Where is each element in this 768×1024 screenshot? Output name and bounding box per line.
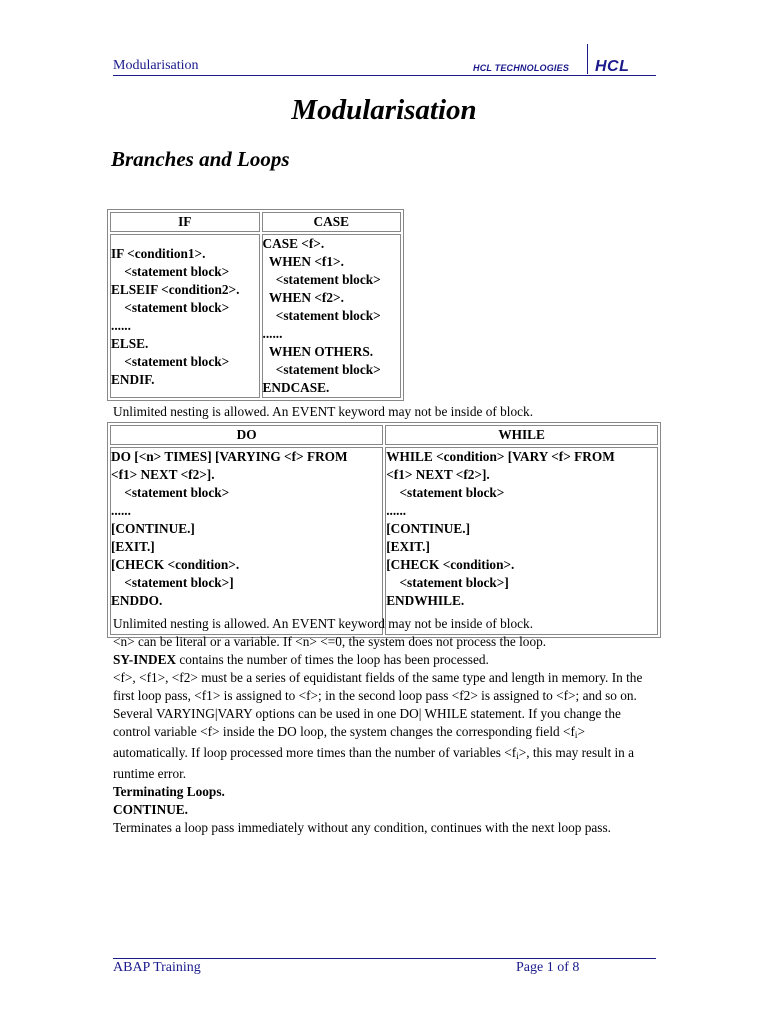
code-line: <statement block> [111,485,230,500]
body-text [113,615,658,837]
varying-text-c: >, this may result in a runtime error. [113,745,635,781]
do-syntax-cell [110,447,383,635]
code-line: ELSE. [111,336,149,351]
page-footer [113,958,656,978]
header-title: Modularisation [113,58,199,73]
code-line: <statement block> [111,300,230,315]
do-header: DO [110,425,383,445]
code-line: <f1> NEXT <f2>]. [386,467,490,482]
varying-paragraph [113,669,658,783]
code-line: [CHECK <condition>. [386,557,515,572]
code-line: ELSEIF <condition2>. [111,282,240,297]
nesting-note: Unlimited nesting is allowed. An EVENT keyword may not be inside of block. [113,404,534,419]
continue-text: Terminates a loop pass immediately without any condition, continues with the next loop pass. [113,820,611,835]
page-title: Modularisation [291,94,477,126]
code-line: <f1> NEXT <f2>]. [111,467,215,482]
code-line: <statement block> [262,272,381,287]
code-line: <statement block> [262,308,381,323]
code-line: ...... [262,326,283,341]
page-number: Page 1 of 8 [516,960,580,975]
section-title: Branches and Loops [111,147,290,171]
code-line: <statement block> [111,264,230,279]
code-line: [CONTINUE.] [111,521,195,536]
code-line: WHEN OTHERS. [262,344,374,359]
subscript-i: i [574,730,578,740]
if-case-table [107,209,404,401]
code-line: DO [<n> TIMES] [VARYING <f> FROM [111,449,348,464]
while-header: WHILE [385,425,658,445]
code-line: [EXIT.] [111,539,155,554]
header-rule [113,75,656,76]
code-line: WHEN <f2>. [262,290,344,305]
sy-index-paragraph [113,651,658,669]
code-line: <statement block> [111,354,230,369]
page-header [113,56,656,76]
n-literal-note: <n> can be literal or a variable. If <n> <=0, the system does not process the loop. [113,634,547,649]
code-line: [CHECK <condition>. [111,557,240,572]
code-line: <statement block>] [386,575,509,590]
code-line: ...... [386,503,407,518]
code-line: WHEN <f1>. [262,254,344,269]
varying-text-a: <f>, <f1>, <f2> must be a series of equidistant fields of the same type and length in memory. In the first loop pass, <f1> is assigned to <f>; in the second loop pass <f2> is assigned to <f>; and so on. Several VARYING|VARY options can be used in one DO| WHILE statement. If you change the control variable <f> inside the DO loop, the system changes the corresponding field <f [113,670,643,739]
footer-course: ABAP Training [113,960,201,975]
nesting-note-2: Unlimited nesting is allowed. An EVENT keyword may not be inside of block. [113,616,534,631]
code-line: <statement block>] [111,575,234,590]
code-line: ENDDO. [111,593,163,608]
code-line: IF <condition1>. [111,246,206,261]
varying-text-b: > automatically. If loop processed more times than the number of variables <f [113,724,585,760]
code-line: ENDIF. [111,372,155,387]
subscript-i: i [516,751,519,761]
sy-index-text: contains the number of times the loop has been processed. [176,652,489,667]
code-line: [CONTINUE.] [386,521,471,536]
company-logo-text: HCL TECHNOLOGIES [473,63,570,73]
case-syntax-cell [262,234,402,398]
code-line: <statement block> [262,362,381,377]
code-line: ...... [111,503,131,518]
code-line: WHILE <condition> [VARY <f> FROM [386,449,615,464]
header-divider [587,44,588,74]
code-line: CASE <f>. [262,236,325,251]
while-syntax-cell [385,447,658,635]
case-header: CASE [262,212,402,232]
footer-rule [113,958,656,959]
terminating-loops-heading: Terminating Loops. [113,784,225,799]
code-line: <statement block> [386,485,505,500]
code-line: ...... [111,318,131,333]
code-line: ENDCASE. [262,380,330,395]
if-syntax-cell [110,234,260,398]
code-line: [EXIT.] [386,539,430,554]
if-header: IF [110,212,260,232]
continue-heading: CONTINUE. [113,802,188,817]
sy-index-label: SY-INDEX [113,652,177,667]
do-while-table [107,422,661,638]
hcl-logo: HCL [595,58,630,75]
code-line: ENDWHILE. [386,593,465,608]
